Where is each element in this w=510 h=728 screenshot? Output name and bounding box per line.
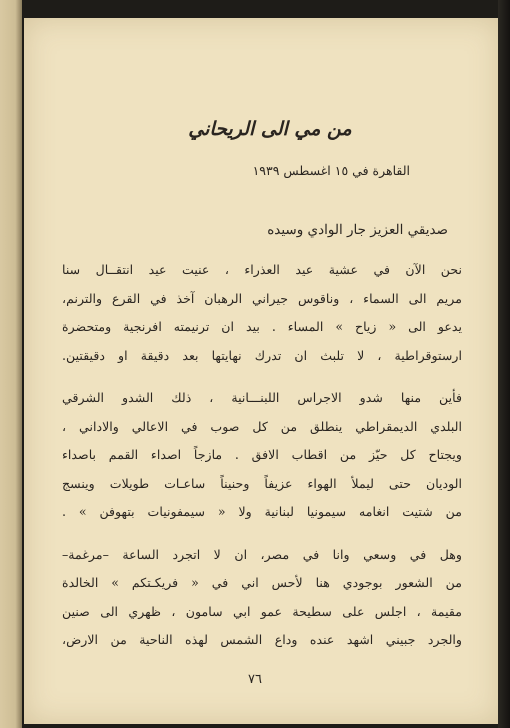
previous-page-edge <box>0 0 22 728</box>
letter-salutation: صديقي العزيز جار الوادي وسيده <box>267 222 448 238</box>
text-line: نحن الآن في عشية عيد العذراء ، عنيت عيد انتقــال سنا <box>62 262 462 277</box>
text-line: من الشعور بوجودي هنا لأحس اني في « فريكـتكم » الخالدة <box>62 575 462 590</box>
letter-body <box>62 256 462 655</box>
page-number: ٧٦ <box>248 672 262 687</box>
text-line: مقيمة ، اجلس على سطيحة عمو ابي سامون ، ظهري الى صنين <box>62 603 462 619</box>
text-line: الوديان حتى ليملأ الهواء عزيفاً وحنيناً ساعـات طويلات وينسج <box>62 475 462 491</box>
text-line: والجرد جبيني اشهد عنده وداع الشمس لهذه الناحية من الارض، <box>62 632 462 647</box>
book-page <box>24 18 500 724</box>
letter-heading: من مي الى الريحاني <box>188 118 352 140</box>
text-line: ارستوقراطية ، لا تلبث ان تدرك نهايتها بعد دقيقة او دقيقتين. <box>62 347 462 363</box>
paragraph-gap <box>62 527 462 541</box>
text-line: فأين منها شدو الاجراس اللبنـــانية ، ذلك الشدو الشرقي <box>62 390 462 405</box>
letter-dateline: القاهرة في ١٥ اغسطس ١٩٣٩ <box>252 163 410 178</box>
text-line: من شتيت انغامه سيمونيا لبنانية ولا « سيمفونيات بتهوفن » . <box>62 504 462 519</box>
text-line: مريم الى السماء ، وناقوس جيراني الرهبان آخذ في القرع والترنم، <box>62 290 462 306</box>
page-right-edge <box>498 0 510 728</box>
text-line: البلدي الديمقراطي ينطلق من كل صوب في الاعالي والاداني ، <box>62 418 462 434</box>
text-line: وهل في وسعي وانا في مصر، ان لا اتجرد الساعة –مرغمة– <box>62 546 462 562</box>
text-line: يدعو الى « زياح » المساء . بيد ان ترنيمته افرنجية ومتحضرة <box>62 319 462 334</box>
paragraph-gap <box>62 370 462 384</box>
text-line: ويجتاح كل حيّز من اقطاب الافق . مازجاً اصداء القمم باصداء <box>62 447 462 462</box>
